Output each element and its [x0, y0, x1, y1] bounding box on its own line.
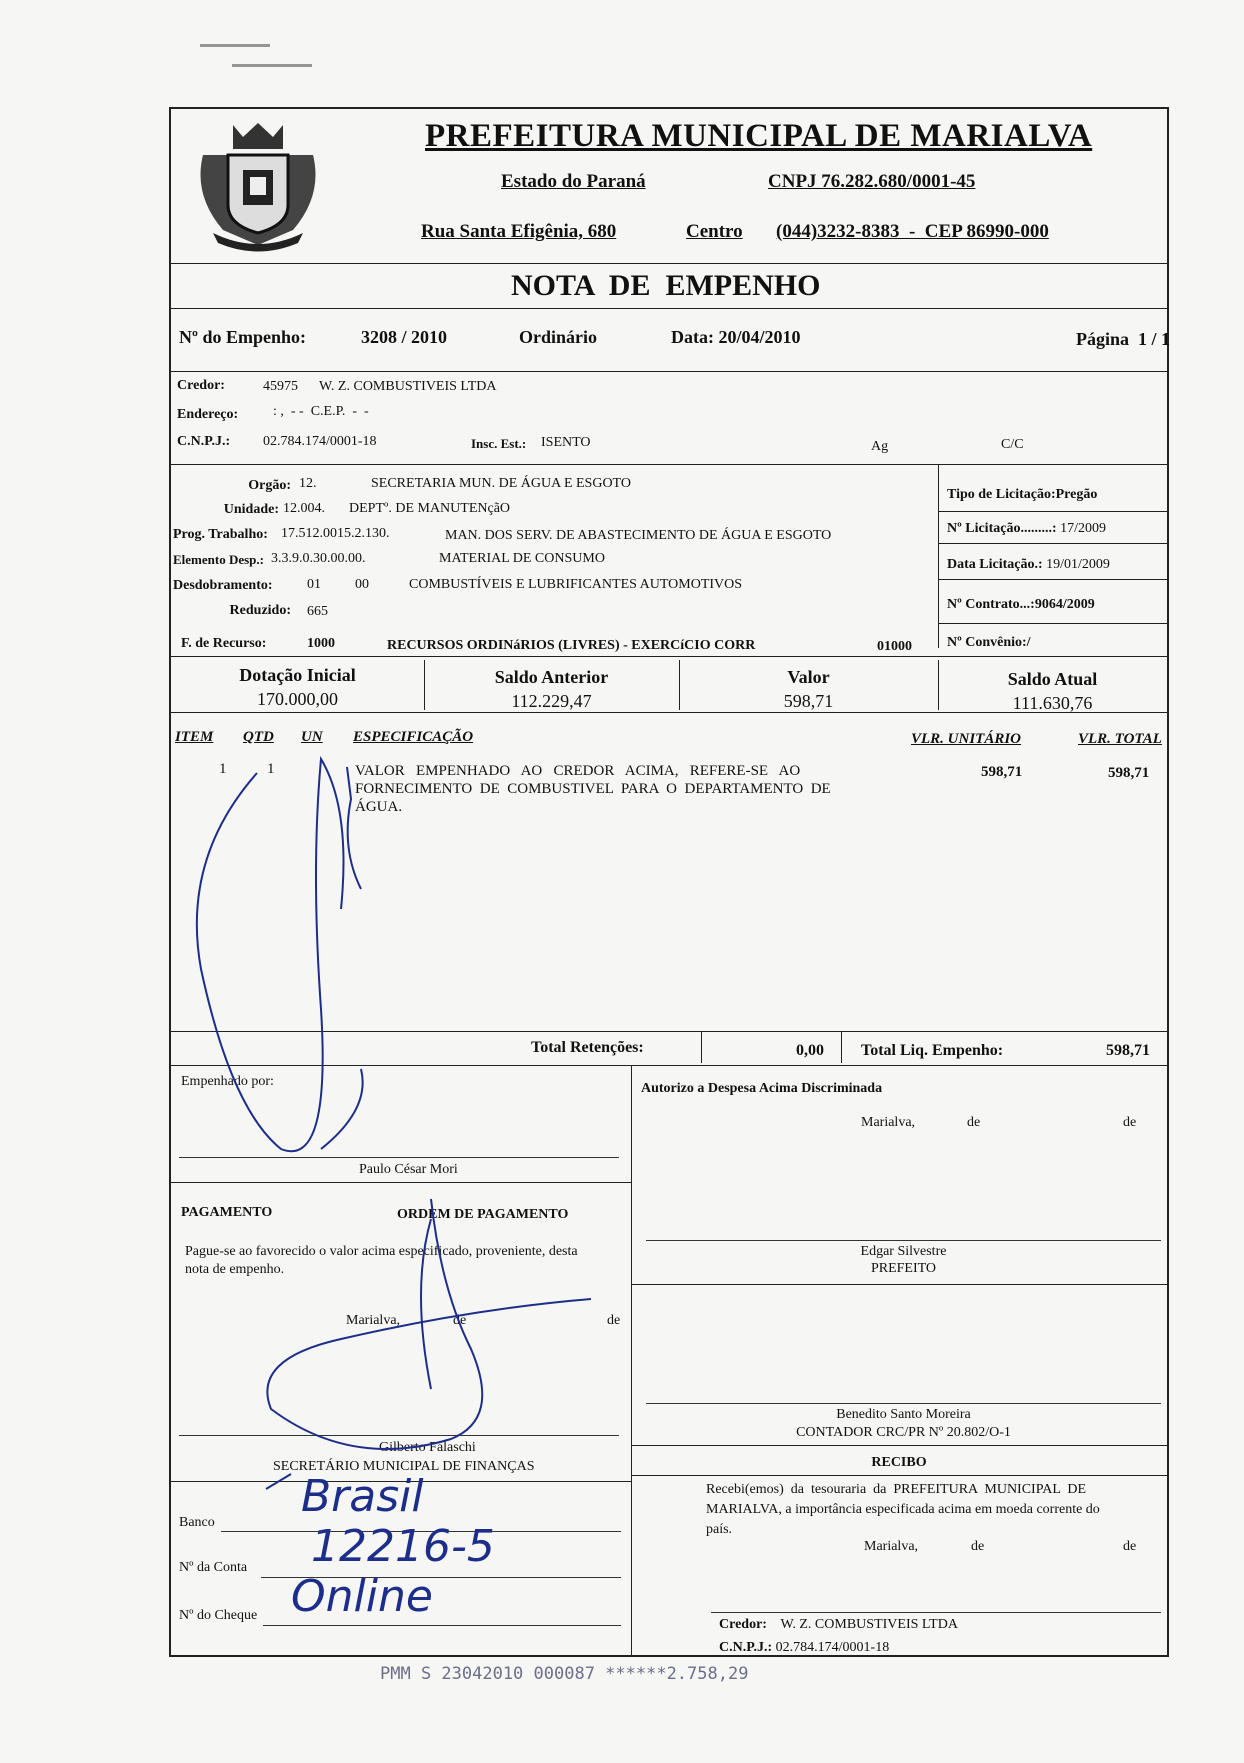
recurso-label: F. de Recurso: — [181, 636, 267, 651]
cheque-handwriting: Online — [291, 1571, 433, 1622]
pagamento-text2: nota de empenho. — [185, 1262, 285, 1277]
financas-role: SECRETÁRIO MUNICIPAL DE FINANÇAS — [273, 1459, 535, 1474]
licitacao-number-label: Nº Licitação.........: — [947, 521, 1061, 536]
item-total-value: 598,71 — [1108, 765, 1150, 781]
prog-name: MAN. DOS SERV. DE ABASTECIMENTO DE ÁGUA E ESGOTO — [445, 528, 832, 543]
unidade-label: Unidade: — [223, 502, 279, 517]
autorizo-label: Autorizo a Despesa Acima Discriminada — [641, 1081, 883, 1096]
empenhado-signer: Paulo César Mori — [359, 1162, 458, 1177]
nota-empenho-form — [169, 107, 1169, 1657]
recibo-cnpj-value: 02.784.174/0001-18 — [775, 1640, 890, 1655]
desd-code1: 01 — [307, 577, 321, 592]
contador-role: CONTADOR CRC/PR Nº 20.802/O-1 — [796, 1425, 1011, 1440]
elem-label: Elemento Desp.: — [173, 552, 264, 567]
licitacao-date-label: Data Licitação.: — [947, 557, 1047, 572]
item-qtd: 1 — [267, 761, 275, 777]
col-unit-value: VLR. UNITÁRIO — [911, 731, 1022, 747]
recurso-end: 01000 — [877, 639, 912, 654]
retencoes-label: Total Retenções: — [531, 1039, 644, 1056]
recibo-title: RECIBO — [871, 1455, 927, 1470]
cc-label: C/C — [1001, 437, 1024, 452]
liq-value: 598,71 — [1106, 1042, 1150, 1059]
col-un: UN — [301, 729, 323, 745]
dotacao-label: Dotação Inicial — [239, 665, 356, 685]
item-spec-line1: VALOR EMPENHADO AO CREDOR ACIMA, REFERE-SE AO — [355, 763, 801, 779]
conta-label: Nº da Conta — [179, 1560, 248, 1575]
prefeito-role: PREFEITO — [870, 1261, 937, 1276]
col-item: ITEM — [175, 729, 214, 745]
saldo-anterior-label: Saldo Anterior — [494, 667, 609, 687]
credor-code: 45975 — [263, 379, 298, 394]
org-cnpj: CNPJ 76.282.680/0001-45 — [768, 171, 976, 192]
credor-name: W. Z. COMBUSTIVEIS LTDA — [319, 379, 497, 394]
item-spec-line2: FORNECIMENTO DE COMBUSTIVEL PARA O DEPARTAMENTO DE — [355, 781, 831, 797]
item-unit-value: 598,71 — [981, 764, 1023, 780]
valor-value: 598,71 — [783, 691, 834, 711]
empenho-type: Ordinário — [519, 327, 598, 347]
financas-signer: Gilberto Falaschi — [379, 1440, 476, 1455]
convenio: Nº Convênio:/ — [947, 635, 1031, 650]
ordem-pagamento: ORDEM DE PAGAMENTO — [397, 1207, 569, 1222]
pagamento-text1: Pague-se ao favorecido o valor acima especificado, proveniente, desta — [185, 1244, 578, 1259]
insc-label: Insc. Est.: — [471, 436, 527, 451]
unidade-code: 12.004. — [283, 501, 325, 516]
org-state: Estado do Paraná — [501, 171, 646, 192]
retencoes-value: 0,00 — [796, 1042, 824, 1059]
empenho-date: Data: 20/04/2010 — [671, 327, 801, 347]
prog-label: Prog. Trabalho: — [173, 527, 268, 542]
pagamento-city: Marialva, — [346, 1313, 401, 1328]
orgao-label: Orgão: — [248, 478, 291, 493]
org-district: Centro — [686, 221, 743, 242]
recibo-city: Marialva, — [864, 1539, 919, 1554]
item-number: 1 — [219, 761, 227, 777]
org-street: Rua Santa Efigênia, 680 — [421, 221, 617, 242]
reduzido-value: 665 — [307, 604, 328, 619]
tipo-licitacao: Tipo de Licitação:Pregão — [947, 487, 1098, 502]
orgao-code: 12. — [299, 476, 317, 491]
conta-handwriting: 12216-5 — [311, 1521, 495, 1572]
prog-code: 17.512.0015.2.130. — [281, 526, 390, 541]
autorizo-city: Marialva, — [861, 1115, 916, 1130]
cnpj-value: 02.784.174/0001-18 — [263, 434, 377, 449]
licitacao-date-value: 19/01/2009 — [1046, 557, 1110, 572]
pagamento-label: PAGAMENTO — [181, 1205, 273, 1220]
elem-code: 3.3.9.0.30.00.00. — [271, 551, 366, 566]
unidade-name: DEPTº. DE MANUTENçãO — [349, 501, 511, 516]
elem-name: MATERIAL DE CONSUMO — [439, 551, 605, 566]
ag-label: Ag — [871, 439, 889, 454]
saldo-anterior-value: 112.229,47 — [511, 691, 592, 711]
org-phone-cep: (044)3232-8383 - CEP 86990-000 — [776, 221, 1049, 242]
col-spec: ESPECIFICAÇÃO — [353, 729, 474, 745]
credor-label: Credor: — [177, 378, 225, 393]
pagamento-de1: de — [453, 1313, 467, 1328]
recibo-credor-name: W. Z. COMBUSTIVEIS LTDA — [780, 1617, 958, 1632]
recurso-name: RECURSOS ORDINáRIOS (LIVRES) - EXERCíCIO CORR — [387, 638, 756, 653]
recibo-text2: MARIALVA, a importância especificada acima em moeda corrente do — [706, 1502, 1100, 1517]
pagamento-de2: de — [607, 1313, 621, 1328]
valor-label: Valor — [787, 667, 830, 687]
orgao-name: SECRETARIA MUN. DE ÁGUA E ESGOTO — [371, 476, 631, 491]
liq-label: Total Liq. Empenho: — [861, 1042, 1004, 1059]
recurso-code: 1000 — [307, 636, 335, 651]
recibo-text1: Recebi(emos) da tesouraria da PREFEITURA MUNICIPAL DE — [706, 1482, 1087, 1497]
cnpj-label: C.N.P.J.: — [177, 434, 231, 449]
dotacao-value: 170.000,00 — [257, 689, 338, 709]
desd-label: Desdobramento: — [173, 578, 273, 593]
desd-name: COMBUSTÍVEIS E LUBRIFICANTES AUTOMOTIVOS — [409, 577, 743, 592]
org-title: PREFEITURA MUNICIPAL DE MARIALVA — [425, 118, 1093, 154]
empenhado-label: Empenhado por: — [181, 1074, 274, 1089]
address-value: : , - - C.E.P. - - — [273, 404, 369, 419]
scan-mark — [232, 64, 312, 67]
page-number: Página 1 / 1 — [1076, 329, 1171, 349]
scan-mark — [200, 44, 270, 47]
licitacao-number-value: 17/2009 — [1060, 521, 1106, 536]
recibo-text3: país. — [706, 1522, 733, 1537]
empenho-number: 3208 / 2010 — [361, 327, 448, 347]
cheque-label: Nº do Cheque — [179, 1608, 258, 1623]
cashier-stamp: PMM S 23042010 000087 ******2.758,29 — [380, 1664, 749, 1684]
saldo-atual-value: 111.630,76 — [1012, 693, 1093, 713]
document-title: NOTA DE EMPENHO — [511, 269, 821, 302]
item-spec-line3: ÁGUA. — [355, 799, 403, 815]
recibo-credor-label: Credor: — [719, 1617, 767, 1632]
autorizo-de2: de — [1123, 1115, 1137, 1130]
col-total-value: VLR. TOTAL — [1078, 731, 1162, 747]
pen-signature-strokes — [171, 109, 1167, 1655]
contador-signer: Benedito Santo Moreira — [836, 1407, 971, 1422]
reduzido-label: Reduzido: — [229, 603, 291, 618]
contrato: Nº Contrato...:9064/2009 — [947, 597, 1095, 612]
recibo-de1: de — [971, 1539, 985, 1554]
autorizo-de1: de — [967, 1115, 981, 1130]
prefeito-signer: Edgar Silvestre — [860, 1244, 947, 1259]
address-label: Endereço: — [177, 407, 239, 422]
saldo-atual-label: Saldo Atual — [1007, 669, 1098, 689]
desd-code2: 00 — [355, 577, 369, 592]
banco-handwriting: Brasil — [301, 1471, 424, 1522]
recibo-cnpj-label: C.N.P.J.: — [719, 1640, 773, 1655]
insc-value: ISENTO — [541, 435, 591, 450]
banco-label: Banco — [179, 1515, 215, 1530]
col-qtd: QTD — [243, 729, 274, 745]
recibo-de2: de — [1123, 1539, 1137, 1554]
empenho-label: Nº do Empenho: — [179, 327, 306, 347]
